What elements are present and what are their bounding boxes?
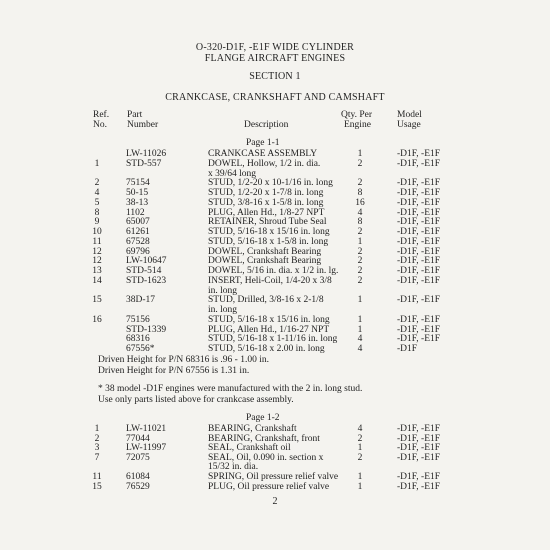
description: DOWEL, Crankshaft Bearing <box>208 256 322 267</box>
part-number: 61261 <box>126 227 150 237</box>
model-usage: -D1F, -E1F <box>397 188 441 198</box>
part-number: 67556* <box>126 344 155 354</box>
quantity: 2 <box>357 246 363 257</box>
quantity: 16 <box>355 197 365 208</box>
table-row <box>0 472 550 482</box>
description: STUD, 5/16-18 x 15/16 in. long <box>208 314 330 325</box>
page-1-2-label: Page 1-2 <box>246 413 280 423</box>
table-row <box>0 188 550 198</box>
table-row <box>0 208 550 218</box>
ref-number: 11 <box>92 472 102 482</box>
model-usage: -D1F, -E1F <box>397 334 441 345</box>
table-row <box>0 198 550 208</box>
quantity: 2 <box>357 275 363 286</box>
document-title <box>0 42 550 64</box>
table-row <box>0 325 550 335</box>
part-number: 77044 <box>126 433 150 444</box>
ref-number: 1 <box>94 424 100 434</box>
part-number: STD-514 <box>126 266 162 276</box>
footnote-line-1: * 38 model -D1F engines were manufactured with the 2 in. long stud. <box>98 384 363 394</box>
ref-number: 12 <box>92 246 102 257</box>
ref-number: 2 <box>94 433 100 444</box>
section-heading: SECTION 1 <box>249 71 301 82</box>
table-row <box>0 424 550 434</box>
description: SEAL, Oil, 0.090 in. section x <box>208 452 324 463</box>
quantity: 2 <box>357 433 363 444</box>
table-row <box>0 256 550 266</box>
table-row <box>0 247 550 257</box>
quantity: 1 <box>357 443 363 454</box>
model-usage: -D1F, -E1F <box>397 481 441 492</box>
table-row <box>0 169 550 179</box>
part-number: 38-13 <box>126 197 149 208</box>
part-number: STD-1339 <box>126 324 167 335</box>
ref-number: 16 <box>92 314 102 325</box>
part-number: 75156 <box>126 314 150 325</box>
model-usage: -D1F, -E1F <box>397 452 441 463</box>
description: INSERT, Heli-Coil, 1/4-20 x 3/8 <box>208 275 332 286</box>
model-usage: -D1F, -E1F <box>397 472 441 482</box>
description: PLUG, Oil pressure relief valve <box>208 481 330 492</box>
description: RETAINER, Shroud Tube Seal <box>208 217 327 228</box>
part-number: LW-11997 <box>126 443 167 454</box>
description: x 39/64 long <box>208 168 257 179</box>
description: STUD, Drilled, 3/8-16 x 2-1/8 <box>208 295 324 306</box>
model-usage: -D1F, -E1F <box>397 149 441 159</box>
quantity: 4 <box>357 334 363 345</box>
description: in. long <box>208 285 238 296</box>
part-number: 68316 <box>126 334 150 345</box>
quantity: 4 <box>357 424 363 434</box>
model-usage: -D1F, -E1F <box>397 443 441 454</box>
quantity: 8 <box>357 188 363 198</box>
table-row <box>0 227 550 237</box>
description: 15/32 in. dia. <box>208 462 259 473</box>
ref-number: 7 <box>94 452 100 463</box>
ref-number: 5 <box>94 197 100 208</box>
model-usage: -D1F, -E1F <box>397 275 441 286</box>
part-number: 75154 <box>126 178 150 189</box>
part-number: 61084 <box>126 472 150 482</box>
quantity: 1 <box>357 236 363 247</box>
ref-number: 9 <box>94 217 100 228</box>
quantity: 4 <box>357 344 363 354</box>
part-number: 38D-17 <box>126 295 156 306</box>
description: SEAL, Crankshaft oil <box>208 443 291 454</box>
ref-number: 15 <box>92 481 102 492</box>
description: DOWEL, 5/16 in. dia. x 1/2 in. lg. <box>208 266 339 276</box>
description: STUD, 5/16-18 x 1-11/16 in. long <box>208 334 338 345</box>
description: STUD, 5/16-18 x 1-5/8 in. long <box>208 236 329 247</box>
part-number: 69796 <box>126 246 150 257</box>
part-number: 1102 <box>126 207 145 218</box>
model-usage: -D1F, -E1F <box>397 433 441 444</box>
quantity: 1 <box>357 149 363 159</box>
table-row <box>0 266 550 276</box>
table-row <box>0 295 550 305</box>
ref-number: 11 <box>92 236 102 247</box>
quantity: 1 <box>357 324 363 335</box>
description: SPRING, Oil pressure relief valve <box>208 472 339 482</box>
table-row <box>0 453 550 463</box>
model-usage: -D1F, -E1F <box>397 227 441 237</box>
description: STUD, 1/2-20 x 1-7/8 in. long <box>208 188 324 198</box>
part-number: LW-11026 <box>126 149 167 159</box>
quantity: 2 <box>357 266 363 276</box>
table-row <box>0 344 550 354</box>
part-number: STD-557 <box>126 158 162 169</box>
description: CRANKCASE ASSEMBLY <box>208 149 318 159</box>
description: PLUG, Allen Hd., 1/8-27 NPT <box>208 207 325 218</box>
part-number: LW-10647 <box>126 256 167 267</box>
quantity: 1 <box>357 314 363 325</box>
page-1-1-label: Page 1-1 <box>246 138 280 148</box>
model-usage: -D1F, -E1F <box>397 324 441 335</box>
model-usage: -D1F, -E1F <box>397 197 441 208</box>
description: PLUG, Allen Hd., 1/16-27 NPT <box>208 324 330 335</box>
part-number: 72075 <box>126 452 150 463</box>
quantity: 1 <box>357 295 363 306</box>
description: BEARING, Crankshaft <box>208 424 297 434</box>
description: STUD, 3/8-16 x 1-5/8 in. long <box>208 197 324 208</box>
model-usage: -D1F, -E1F <box>397 217 441 228</box>
model-usage: -D1F, -E1F <box>397 256 441 267</box>
table-row <box>0 286 550 296</box>
model-usage: -D1F, -E1F <box>397 266 441 276</box>
model-usage: -D1F, -E1F <box>397 424 441 434</box>
model-usage: -D1F, -E1F <box>397 295 441 306</box>
quantity: 2 <box>357 256 363 267</box>
quantity: 2 <box>357 178 363 189</box>
part-number: 50-15 <box>126 188 149 198</box>
quantity: 2 <box>357 227 363 237</box>
quantity: 2 <box>357 452 363 463</box>
title-line-1: O-320-D1F, -E1F WIDE CYLINDER <box>195 42 355 53</box>
ref-number: 2 <box>94 178 100 189</box>
part-number: STD-1623 <box>126 275 167 286</box>
page-number: 2 <box>272 496 278 507</box>
quantity: 4 <box>357 207 363 218</box>
ref-number: 4 <box>94 188 100 198</box>
table-row <box>0 159 550 169</box>
title-line-2: FLANGE AIRCRAFT ENGINES <box>204 53 346 64</box>
model-usage: -D1F, -E1F <box>397 246 441 257</box>
table-row <box>0 482 550 492</box>
ref-number: 10 <box>92 227 102 237</box>
quantity: 1 <box>357 481 363 492</box>
table-row <box>0 334 550 344</box>
ref-number: 8 <box>94 207 100 218</box>
table-row <box>0 178 550 188</box>
description: in. long <box>208 305 238 315</box>
description: BEARING, Crankshaft, front <box>208 433 320 444</box>
column-header-part: Part Number <box>127 110 159 130</box>
quantity: 2 <box>357 158 363 169</box>
footnote-line-2: Use only parts listed above for crankcase assembly. <box>98 395 294 405</box>
table-row <box>0 443 550 453</box>
ref-number: 13 <box>92 266 102 276</box>
model-usage: -D1F, -E1F <box>397 158 441 169</box>
column-header-qty: Qty. Per Engine <box>341 110 373 130</box>
section-subtitle: CRANKCASE, CRANKSHAFT AND CAMSHAFT <box>165 92 385 103</box>
part-number: 65007 <box>126 217 150 228</box>
column-header-model: Model Usage <box>397 110 422 130</box>
driven-height-note-1: Driven Height for P/N 68316 is .96 - 1.00 in. <box>98 355 269 365</box>
column-header-ref: Ref. No. <box>93 110 110 130</box>
model-usage: -D1F, -E1F <box>397 236 441 247</box>
ref-number: 15 <box>92 295 102 306</box>
model-usage: -D1F, -E1F <box>397 178 441 189</box>
part-number: 76529 <box>126 481 150 492</box>
description: STUD, 5/16-18 x 2.00 in. long <box>208 344 325 354</box>
column-header-description: Description <box>244 120 289 130</box>
table-row <box>0 315 550 325</box>
table-row <box>0 217 550 227</box>
table-row <box>0 237 550 247</box>
quantity: 8 <box>357 217 363 228</box>
model-usage: -D1F, -E1F <box>397 207 441 218</box>
description: STUD, 1/2-20 x 10-1/16 in. long <box>208 178 333 189</box>
table-row <box>0 149 550 159</box>
model-usage: -D1F, -E1F <box>397 314 441 325</box>
part-number: 67528 <box>126 236 150 247</box>
ref-number: 12 <box>92 256 102 267</box>
description: DOWEL, Hollow, 1/2 in. dia. <box>208 158 321 169</box>
part-number: LW-11021 <box>126 424 167 434</box>
model-usage: -D1F <box>397 344 418 354</box>
description: STUD, 5/16-18 x 15/16 in. long <box>208 227 330 237</box>
ref-number: 1 <box>94 158 100 169</box>
table-row <box>0 305 550 315</box>
table-row <box>0 276 550 286</box>
driven-height-note-2: Driven Height for P/N 67556 is 1.31 in. <box>98 366 250 376</box>
ref-number: 14 <box>92 275 102 286</box>
quantity: 1 <box>357 472 363 482</box>
table-row <box>0 462 550 472</box>
description: DOWEL, Crankshaft Bearing <box>208 246 322 257</box>
ref-number: 3 <box>94 443 100 454</box>
